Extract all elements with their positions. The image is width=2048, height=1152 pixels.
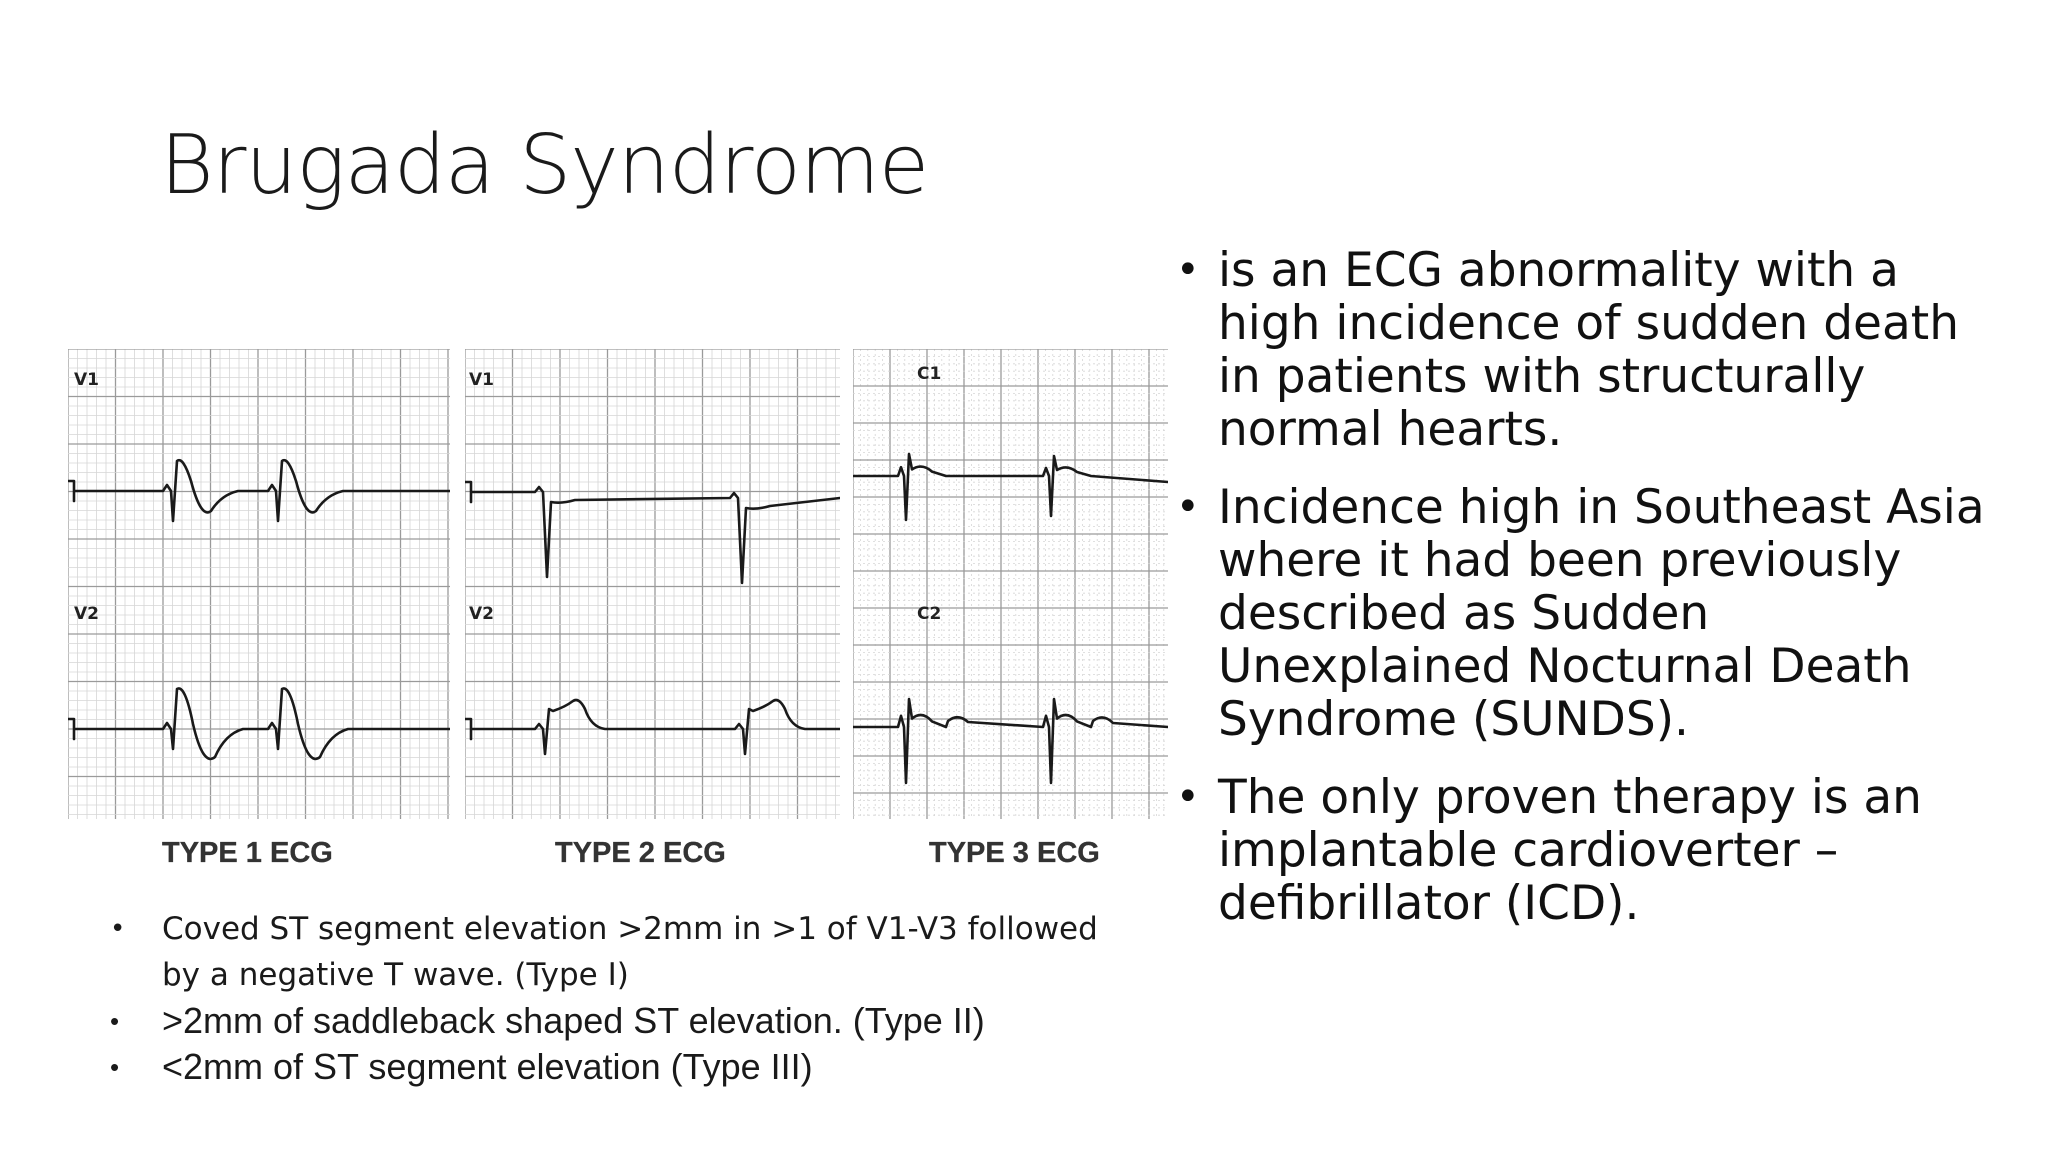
lead-label-top: V1 — [74, 370, 99, 390]
ecg-grid — [465, 349, 840, 819]
right-bullet-text: is an ECG abnormality with a high incidence of sudden death in patients with structurally normal hearts. — [1218, 243, 1959, 457]
bullet-marker: • — [110, 1006, 120, 1036]
ecg-panel-type-1 — [68, 349, 450, 819]
lead-label-top: C1 — [917, 364, 942, 384]
bullet-marker: • — [1176, 247, 1200, 293]
ecg-caption-type-3: TYPE 3 ECG — [929, 837, 1100, 869]
ecg-trace-top — [853, 454, 1168, 520]
right-bullet-list — [1176, 244, 2016, 955]
ecg-type-bullet-item — [110, 906, 1130, 998]
ecg-type-bullet-text: >2mm of saddleback shaped ST elevation. (Type II) — [162, 1000, 985, 1041]
bullet-marker: • — [1176, 484, 1200, 530]
right-bullet-item — [1176, 481, 2016, 746]
bullet-marker: • — [1176, 774, 1200, 820]
right-bullet-text: Incidence high in Southeast Asia where it had been previously described as Sudden Unexplained Nocturnal Death Syndrome (SUNDS). — [1218, 480, 1985, 747]
ecg-type-bullet-item — [110, 1044, 1130, 1090]
bullet-marker: • — [110, 1052, 120, 1082]
lead-label-bottom: V2 — [74, 604, 99, 624]
ecg-type-bullet-item — [110, 998, 1130, 1044]
ecg-type-bullet-text: <2mm of ST segment elevation (Type III) — [162, 1046, 813, 1087]
slide-title: Brugada Syndrome — [160, 118, 929, 213]
ecg-caption-type-2: TYPE 2 ECG — [555, 837, 726, 869]
ecg-panel-type-2 — [465, 349, 840, 819]
lead-label-top: V1 — [469, 370, 494, 390]
ecg-panel-type-3 — [853, 349, 1168, 819]
ecg-figure — [68, 349, 1168, 819]
ecg-grid — [68, 349, 450, 819]
ecg-trace-bottom — [853, 699, 1168, 783]
ecg-caption-type-1: TYPE 1 ECG — [162, 837, 333, 869]
ecg-grid — [853, 349, 1168, 819]
ecg-type-bullet-list — [110, 906, 1130, 1090]
bullet-marker: • — [110, 914, 126, 944]
ecg-trace-bottom — [465, 700, 840, 754]
right-bullet-item — [1176, 244, 2016, 456]
ecg-type-bullet-text: Coved ST segment elevation >2mm in >1 of V1-V3 followed by a negative T wave. (Type I) — [162, 911, 1098, 993]
right-bullet-text: The only proven therapy is an implantable cardioverter – defibrillator (ICD). — [1218, 770, 1922, 931]
right-bullet-item — [1176, 771, 2016, 930]
lead-label-bottom: C2 — [917, 604, 942, 624]
lead-label-bottom: V2 — [469, 604, 494, 624]
